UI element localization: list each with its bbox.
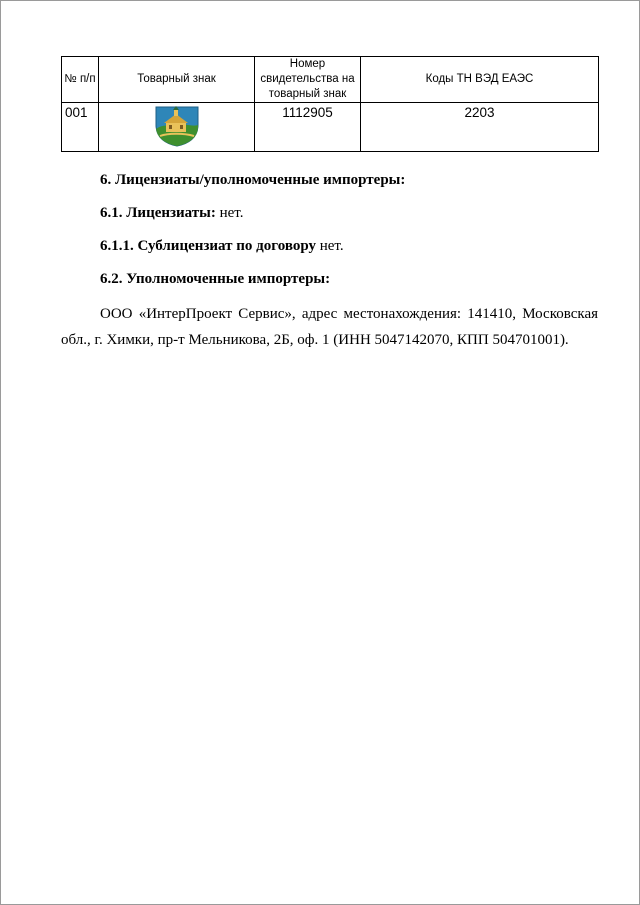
section-6-1-1-value: нет. [315, 238, 344, 254]
cell-codes: 2203 [361, 103, 599, 152]
section-6-1-1 [100, 236, 344, 256]
section-6-1-label: 6.1. Лицензиаты: [100, 205, 216, 221]
table-header-row [62, 57, 599, 103]
table-row [62, 103, 599, 152]
section-6-2-title: 6.2. Уполномоченные импортеры: [100, 271, 331, 287]
section-6-1 [100, 203, 244, 223]
cell-num: 001 [62, 103, 99, 152]
trademark-table [61, 56, 599, 152]
header-trademark: Товарный знак [99, 57, 255, 103]
cell-trademark [99, 103, 255, 152]
header-certificate: Номер свидетельства на товарный знак [255, 57, 361, 103]
importer-paragraph: ООО «ИнтерПроект Сервис», адрес местонахождения: 141410, Московская обл., г. Химки, пр-т Мельникова, 2Б, оф. 1 (ИНН 5047142070, КПП 504701001). [61, 306, 598, 348]
header-codes: Коды ТН ВЭД ЕАЭС [361, 57, 599, 103]
section-6-1-value: нет. [215, 205, 244, 221]
section-6-1-1-label: 6.1.1. Сублицензиат по договору [100, 238, 316, 254]
coat-of-arms-logo [152, 135, 202, 150]
header-num: № п/п [62, 57, 99, 103]
section-6-title: 6. Лицензиаты/уполномоченные импортеры: [100, 172, 406, 188]
cell-certificate: 1112905 [255, 103, 361, 152]
